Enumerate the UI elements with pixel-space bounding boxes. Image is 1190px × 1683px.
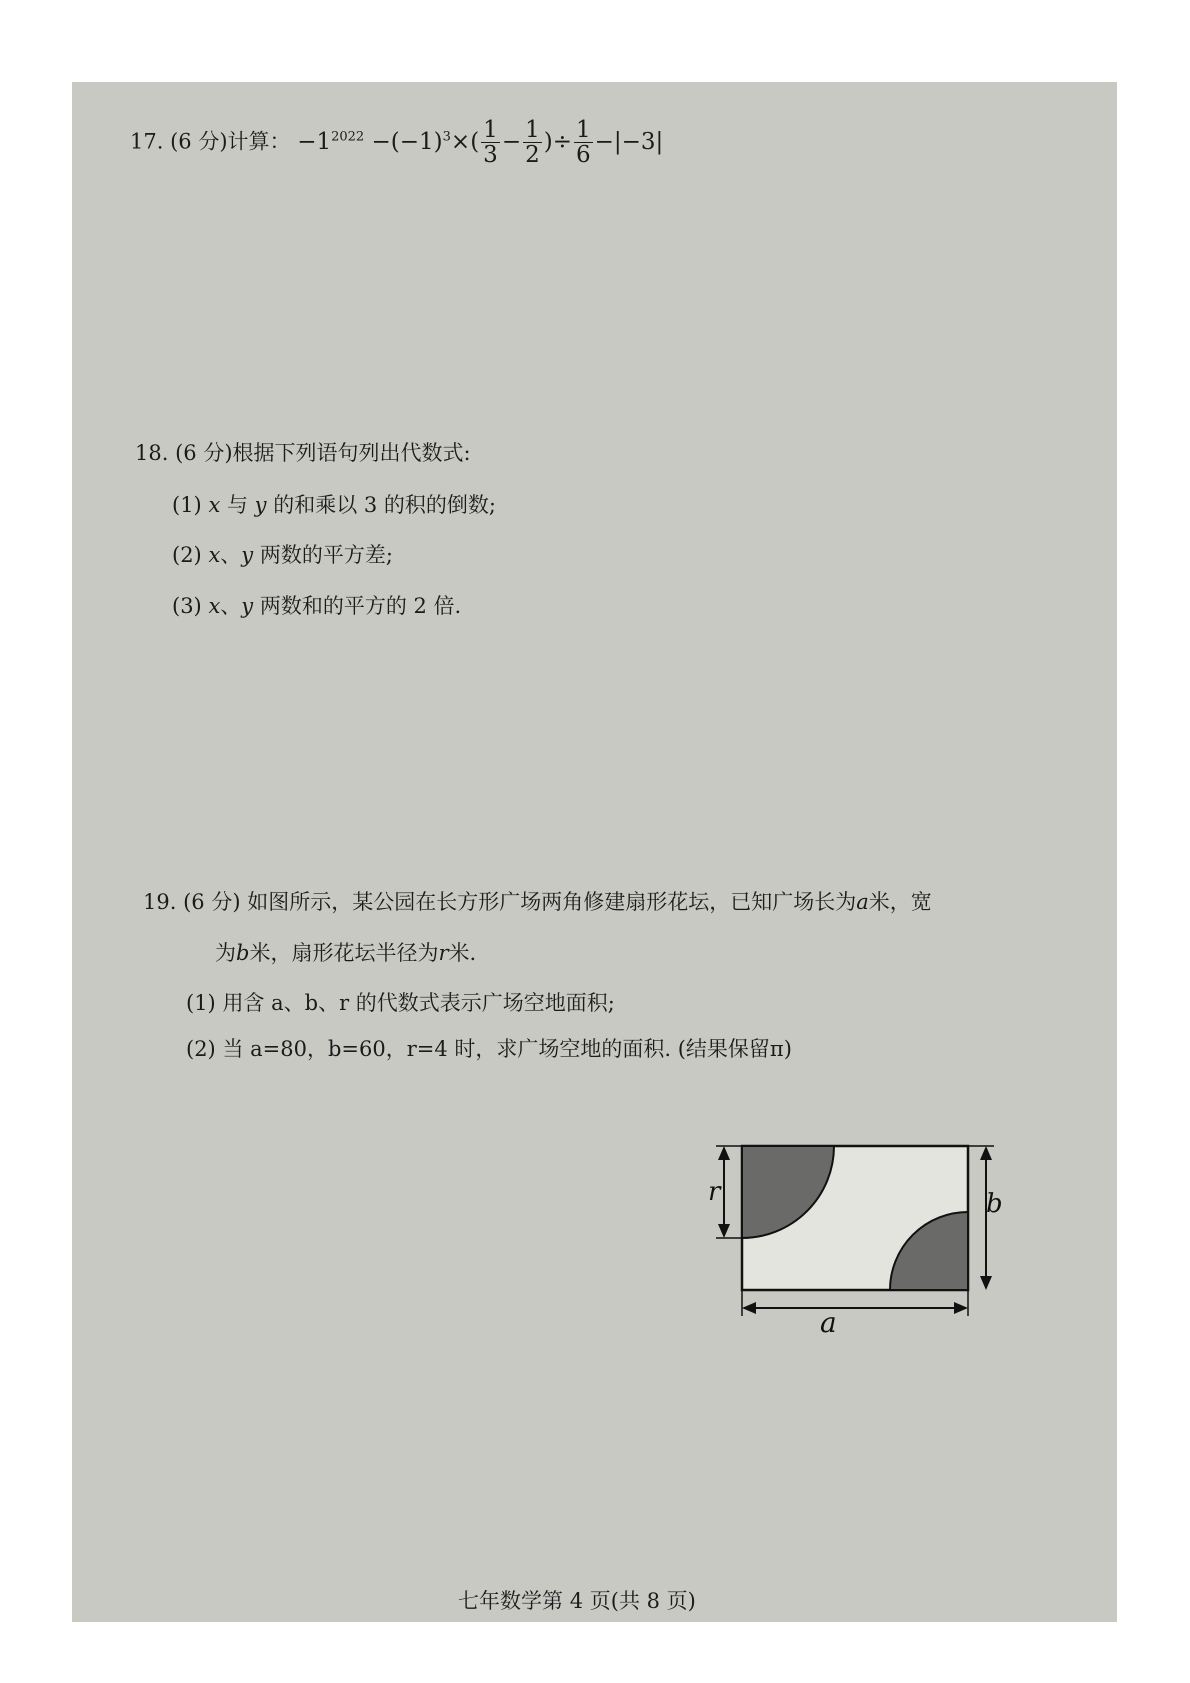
q17-points: (6 分) xyxy=(170,129,228,154)
q17-label: 计算： xyxy=(227,129,291,154)
page-number: 4 xyxy=(569,1589,584,1613)
question-19-stem-line-2: 为b米，扇形花坛半径为r米. xyxy=(215,941,477,965)
fraction-1-6: $\frac{1}{6}$ xyxy=(575,117,591,168)
page-footer: 七年数学第 4 页(共 8 页) xyxy=(458,1589,696,1613)
plaza-figure xyxy=(700,1130,1020,1340)
q17-expression: $-1^{2022} -(-1)^3\times$( $\frac{1}{3}$ − $\frac{1}{2}$ )÷ $\frac{1}{6}$ −|−3| xyxy=(297,117,664,168)
question-18-item-2: (2) x、y 两数的平方差; xyxy=(172,543,393,567)
label-r: r xyxy=(708,1177,721,1207)
question-17 xyxy=(130,118,663,167)
question-19-part-1: (1) 用含 a、b、r 的代数式表示广场空地面积; xyxy=(186,991,615,1015)
q17-number: 17. xyxy=(130,129,164,154)
question-19-part-2: (2) 当 a=80，b=60，r=4 时，求广场空地的面积. (结果保留π) xyxy=(186,1037,792,1061)
label-a: a xyxy=(820,1306,837,1339)
fraction-1-3: $\frac{1}{3}$ xyxy=(483,117,498,168)
question-18-item-3: (3) x、y 两数和的平方的 2 倍. xyxy=(172,594,462,618)
exam-paper xyxy=(72,82,1117,1622)
label-b: b xyxy=(986,1189,1003,1219)
fraction-1-2: $\frac{1}{2}$ xyxy=(525,117,540,168)
question-19-stem-line-1: 19. (6 分) 如图所示，某公园在长方形广场两角修建扇形花坛，已知广场长为a米，宽 xyxy=(143,890,932,914)
question-18-item-1: (1) x 与 y 的和乘以 3 的积的倒数; xyxy=(172,493,497,517)
question-18-stem: 18. (6 分)根据下列语句列出代数式: xyxy=(135,441,471,465)
